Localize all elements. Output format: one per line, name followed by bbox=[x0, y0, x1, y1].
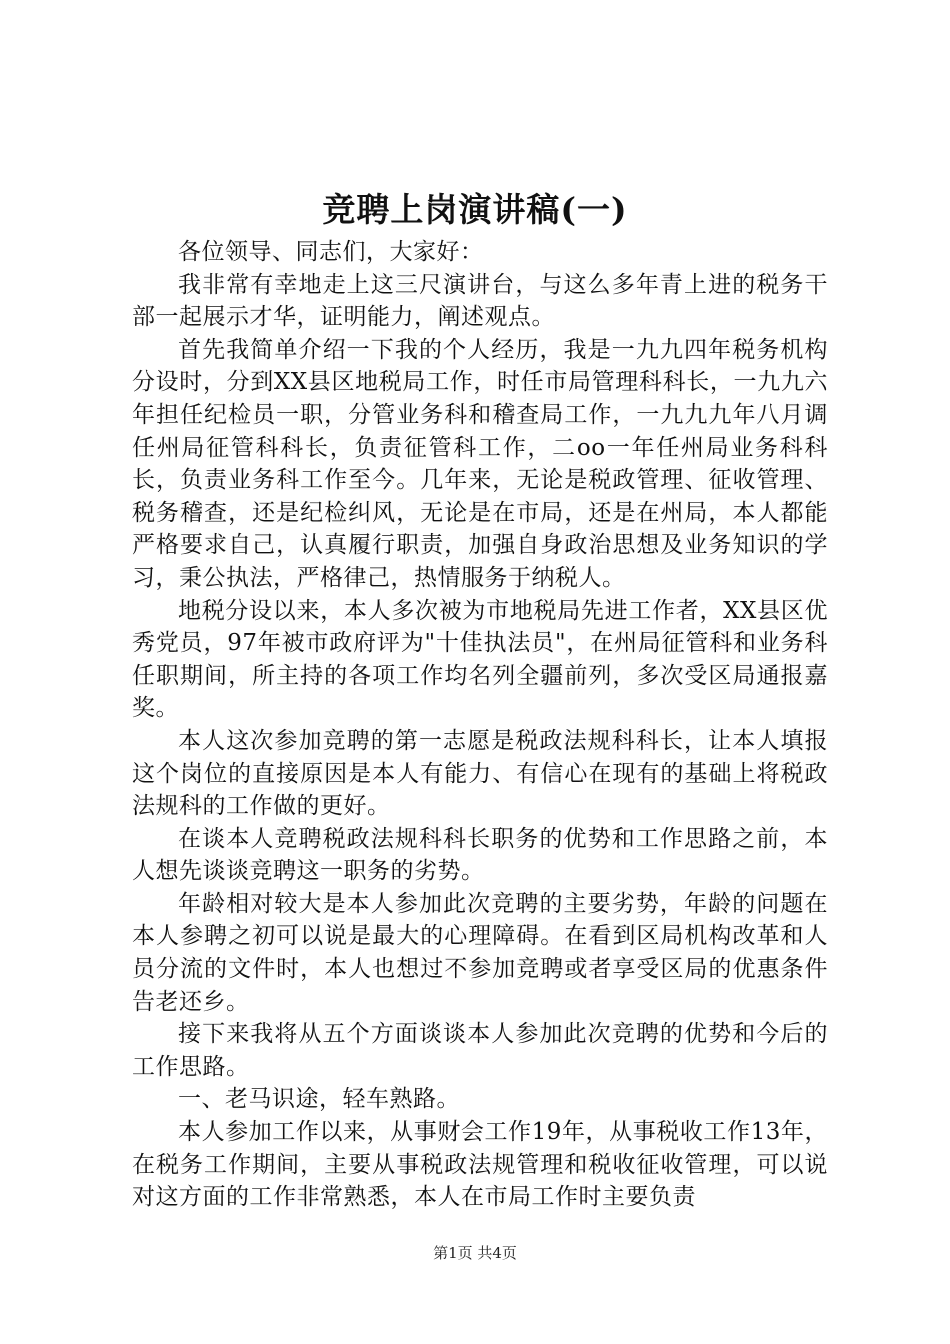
paragraph: 本人这次参加竞聘的第一志愿是税政法规科科长，让本人填报这个岗位的直接原因是本人有能力、有信心在现有的基础上将税政法规科的工作做的更好。 bbox=[132, 727, 828, 820]
document-body bbox=[132, 236, 828, 1214]
paragraph-greeting: 各位领导、同志们，大家好： bbox=[178, 239, 484, 265]
section-heading: 一、老马识途，轻车熟路。 bbox=[178, 1086, 460, 1113]
paragraph: 首先我简单介绍一下我的个人经历，我是一九九四年税务机构分设时，分到XX县区地税局工作，时任市局管理科科长，一九九六年担任纪检员一职，分管业务科和稽查局工作，一九九九年八月调任州局征管科科长，负责征管科工作，二oo一年任州局业务科科长，负责业务科工作至今。几年来，无论是税政管理、征收管理、税务稽查，还是纪检纠风，无论是在市局，还是在州局，本人都能严格要求自己，认真履行职责，加强自身政治思想及业务知识的学习，秉公执法，严格律己，热情服务于纳税人。 bbox=[132, 336, 828, 591]
paragraph: 年龄相对较大是本人参加此次竞聘的主要劣势，年龄的问题在本人参聘之初可以说是最大的心理障碍。在看到区局机构改革和人员分流的文件时，本人也想过不参加竞聘或者享受区局的优惠条件告老还乡。 bbox=[132, 890, 828, 1015]
paragraph: 我非常有幸地走上这三尺演讲台，与这么多年青上进的税务干部一起展示才华，证明能力，阐述观点。 bbox=[132, 271, 828, 331]
document-title: 竞聘上岗演讲稿(一) bbox=[322, 190, 628, 229]
paragraph: 接下来我将从五个方面谈谈本人参加此次竞聘的优势和今后的工作思路。 bbox=[132, 1021, 828, 1080]
page-number-footer: 第1页 共4页 bbox=[433, 1244, 517, 1262]
paragraph: 在谈本人竞聘税政法规科科长职务的优势和工作思路之前，本人想先谈谈竞聘这一职务的劣势。 bbox=[132, 825, 828, 885]
paragraph: 地税分设以来，本人多次被为市地税局先进工作者，XX县区优秀党员，97年被市政府评为"十佳执法员"，在州局征管科和业务科任职期间，所主持的各项工作均名列全疆前列，多次受区局通报嘉奖。 bbox=[132, 597, 828, 722]
paragraph: 本人参加工作以来，从事财会工作19年，从事税收工作13年，在税务工作期间，主要从事税政法规管理和税收征收管理，可以说对这方面的工作非常熟悉，本人在市局工作时主要负责 bbox=[132, 1119, 828, 1211]
